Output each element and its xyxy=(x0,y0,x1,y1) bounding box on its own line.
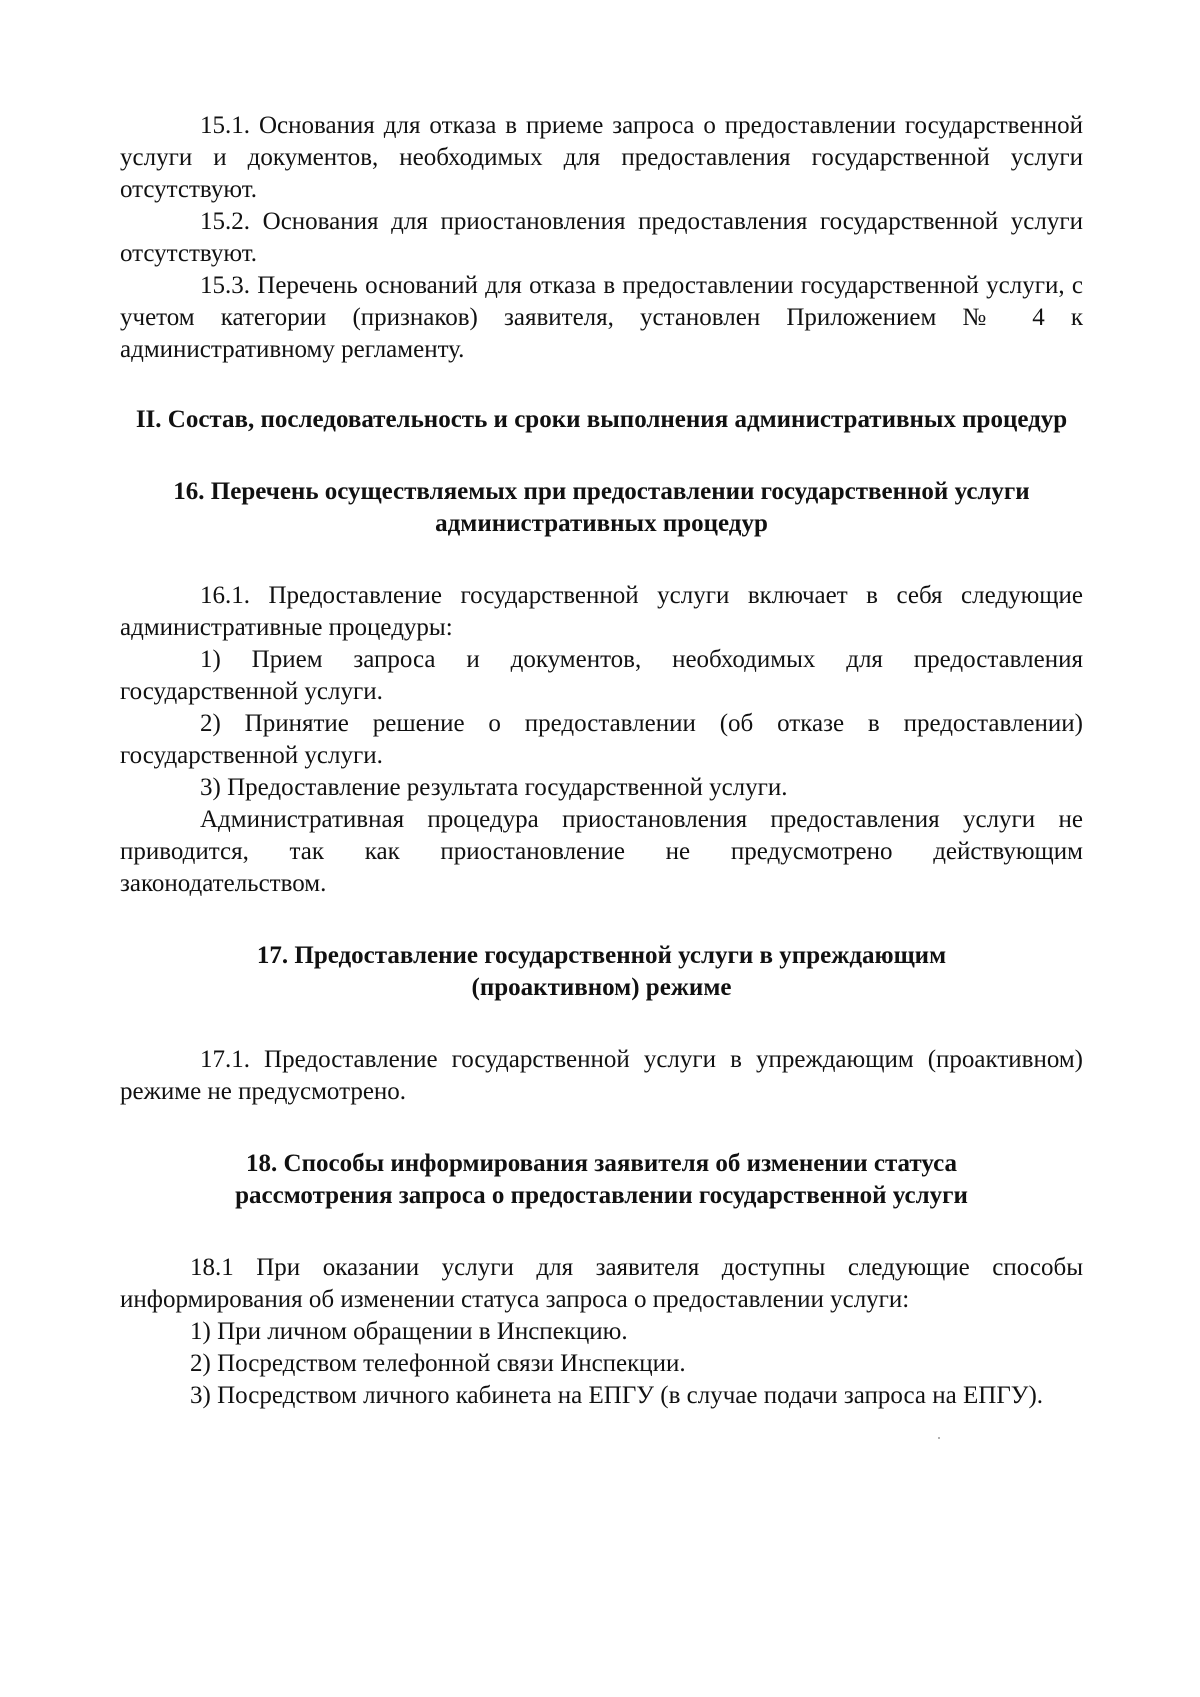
spacer xyxy=(120,366,1083,404)
section-18-heading-line-1: 18. Способы информирования заявителя об изменении статуса xyxy=(246,1150,957,1177)
spacer xyxy=(120,900,1083,940)
section-18-heading xyxy=(120,1148,1083,1212)
paragraph-17-1: 17.1. Предоставление государственной услуги в упреждающим (проактивном) режиме не предусмотрено. xyxy=(120,1046,1083,1105)
spacer xyxy=(120,436,1083,476)
list-item-18-1: 1) При личном обращении в Инспекцию. xyxy=(190,1318,628,1345)
section-18-heading-line-2: рассмотрения запроса о предоставлении государственной услуги xyxy=(235,1182,968,1209)
list-item-16-1: 1) Прием запроса и документов, необходимых для предоставления государственной услуги. xyxy=(120,646,1083,705)
spacer xyxy=(120,1108,1083,1148)
list-item-16-2: 2) Принятие решение о предоставлении (об отказе в предоставлении) государственной услуги. xyxy=(120,710,1083,769)
section-16-heading-line-1: 16. Перечень осуществляемых при предоставлении государственной услуги xyxy=(173,478,1030,505)
paragraph-18-1: 18.1 При оказании услуги для заявителя доступны следующие способы информирования об изменении статуса запроса о предоставлении услуги: xyxy=(120,1254,1083,1313)
paragraph-15-1: 15.1. Основания для отказа в приеме запроса о предоставлении государственной услуги и документов, необходимых для предоставления государственной услуги отсутствуют. xyxy=(120,112,1083,203)
paragraph-16-2: Административная процедура приостановления предоставления услуги не приводится, так как приостановление не предусмотрено действующим законодательством. xyxy=(120,806,1083,897)
list-item-16-3: 3) Предоставление результата государственной услуги. xyxy=(200,774,788,801)
paragraph-15-3: 15.3. Перечень оснований для отказа в предоставлении государственной услуги, с учетом категории (признаков) заявителя, установлен Приложением № 4 к административному регламенту. xyxy=(120,272,1083,363)
section-17-heading-line-2: (проактивном) режиме xyxy=(471,974,732,1001)
section-16-heading xyxy=(120,476,1083,540)
chapter-heading: II. Состав, последовательность и сроки выполнения административных процедур xyxy=(135,406,1068,433)
section-17-heading-line-1: 17. Предоставление государственной услуги в упреждающим xyxy=(256,942,947,969)
spacer xyxy=(120,540,1083,580)
list-item-18-3: 3) Посредством личного кабинета на ЕПГУ (в случае подачи запроса на ЕПГУ). xyxy=(190,1382,1044,1409)
paragraph-15-2: 15.2. Основания для приостановления предоставления государственной услуги отсутствуют. xyxy=(120,208,1083,267)
section-17-heading xyxy=(120,940,1083,1004)
paragraph-16-1: 16.1. Предоставление государственной услуги включает в себя следующие административные процедуры: xyxy=(120,582,1083,641)
spacer xyxy=(120,1004,1083,1044)
scan-speck xyxy=(938,1437,940,1439)
section-16-heading-line-2: административных процедур xyxy=(435,510,768,537)
document-body xyxy=(120,110,1083,1412)
list-item-18-2: 2) Посредством телефонной связи Инспекции. xyxy=(190,1350,686,1377)
spacer xyxy=(120,1212,1083,1252)
